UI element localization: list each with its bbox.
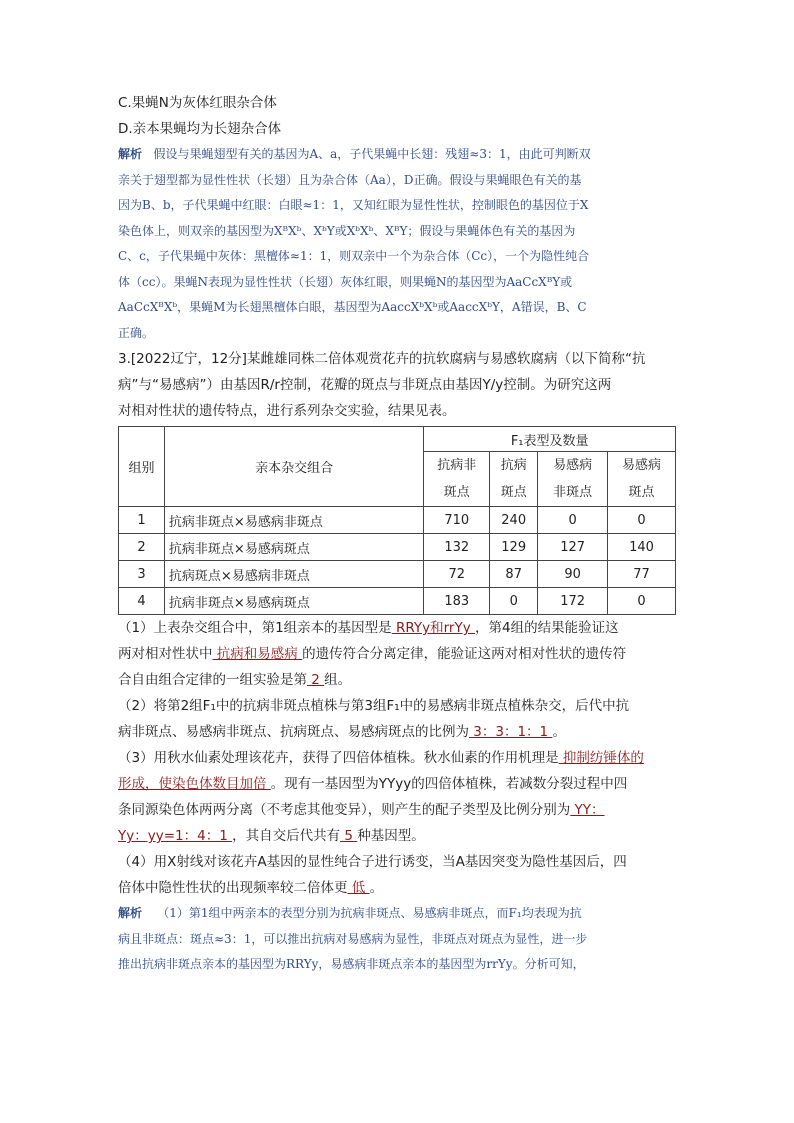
sub-question-2: （2）将第2组F₁中的抗病非斑点植株与第3组F₁中的易感病非斑点植株杂交，后代中抗 病非斑点、易感病非斑点、抗病斑点、易感病斑点的比例为 3：3：1：1 。	[118, 698, 630, 740]
option-c: C.果蝇N为灰体红眼杂合体	[118, 95, 277, 111]
value-cell: 0	[608, 588, 676, 615]
table-row	[119, 561, 676, 588]
question-line: 3.[2022辽宁，12分]某雌雄同株二倍体观赏花卉的抗软腐病与易感软腐病（以下简称“抗	[118, 351, 646, 367]
answer-blank: Yy：yy=1：4：1	[118, 828, 233, 844]
value-cell: 140	[608, 534, 676, 561]
header-phenotype: 易感病 非斑点	[538, 452, 608, 507]
header-phenotype: 抗病非 斑点	[424, 452, 490, 507]
table-row	[119, 534, 676, 561]
header-phenotype: 易感病 斑点	[608, 452, 676, 507]
value-cell: 183	[424, 588, 490, 615]
value-cell: 172	[538, 588, 608, 615]
sub-question-3: （3）用秋水仙素处理该花卉，获得了四倍体植株。秋水仙素的作用机理是 抑制纺锤体的 形成，使染色体数目加倍 。现有一基因型为YYyy的四倍体植株，若减数分裂过程中四 条同源染色体两两分离（不考虑其他变异），则产生的配子类型及比例分别为 YY： Yy：yy=1：4：1 ，其自交后代共有 5 种基因型。	[118, 750, 644, 844]
table-row	[119, 507, 676, 534]
header-f1: F₁表型及数量	[424, 427, 676, 452]
cross-cell: 抗病非斑点×易感病斑点	[164, 534, 423, 561]
group-cell: 1	[119, 507, 165, 534]
answer-blank: 低	[347, 880, 370, 896]
answer-blank: 抗病和易感病	[212, 646, 303, 662]
analysis-line: 体（cc）。果蝇N表现为显性性状（长翅）灰体红眼，则果蝇N的基因型为AaCcXᴮY或	[118, 274, 573, 289]
results-table	[118, 426, 676, 615]
option-d: D.亲本果蝇均为长翅杂合体	[118, 121, 282, 137]
cross-cell: 抗病斑点×易感病非斑点	[164, 561, 423, 588]
header-group: 组别	[119, 427, 165, 507]
answer-blank: 形成，使染色体数目加倍	[118, 776, 271, 792]
value-cell: 87	[490, 561, 538, 588]
analysis-line: 正确。	[118, 325, 155, 340]
analysis-line: 因为B、b，子代果蝇中红眼：白眼≈1：1，又知红眼为显性性状，控制眼色的基因位于X	[118, 198, 589, 212]
sub-question-1: （1）上表杂交组合中，第1组亲本的基因型是 RRYy和rrYy ，第4组的结果能验证这 两对相对性状中 抗病和易感病 的遗传符合分离定律，能验证这两对相对性状的遗传符 合自由组合定律的一组实验是第 2 组。	[118, 620, 627, 688]
answer-blank: 3：3：1：1	[469, 724, 553, 740]
analysis-block-1	[118, 142, 676, 346]
group-cell: 2	[119, 534, 165, 561]
value-cell: 0	[490, 588, 538, 615]
value-cell: 0	[538, 507, 608, 534]
group-cell: 4	[119, 588, 165, 615]
analysis-block-2	[118, 901, 676, 978]
value-cell: 129	[490, 534, 538, 561]
value-cell: 132	[424, 534, 490, 561]
value-cell: 710	[424, 507, 490, 534]
document-page	[118, 90, 676, 978]
value-cell: 72	[424, 561, 490, 588]
question-line: 对相对性状的遗传特点，进行系列杂交实验，结果见表。	[118, 403, 456, 419]
analysis-line: 病且非斑点：斑点≈3：1，可以推出抗病对易感病为显性，非斑点对斑点为显性，进一步	[118, 931, 588, 946]
answer-blank: RRYy和rrYy	[391, 620, 476, 636]
answer-blank: 2	[307, 672, 325, 688]
table-row	[119, 588, 676, 615]
value-cell: 90	[538, 561, 608, 588]
answer-blank: YY：	[570, 802, 605, 818]
header-parent-cross: 亲本杂交组合	[164, 427, 423, 507]
analysis-line: AaCcXᴮXᵇ，果蝇M为长翅黑檀体白眼，基因型为AaccXᵇXᵇ或AaccXᵇY，A错误，B、C	[118, 300, 587, 314]
header-phenotype: 抗病 斑点	[490, 452, 538, 507]
value-cell: 127	[538, 534, 608, 561]
group-cell: 3	[119, 561, 165, 588]
analysis-tag: 解析	[118, 906, 143, 920]
value-cell: 240	[490, 507, 538, 534]
question-3-stem	[118, 346, 676, 424]
question-line: 病”与“易感病”）由基因R/r控制，花瓣的斑点与非斑点由基因Y/y控制。为研究这两	[118, 377, 612, 393]
cross-cell: 抗病非斑点×易感病非斑点	[164, 507, 423, 534]
analysis-line: 推出抗病非斑点亲本的基因型为RRYy，易感病非斑点亲本的基因型为rrYy。分析可知，	[118, 957, 585, 971]
cross-cell: 抗病非斑点×易感病斑点	[164, 588, 423, 615]
value-cell: 77	[608, 561, 676, 588]
answer-blank: 5	[340, 828, 358, 844]
analysis-line: 假设与果蝇翅型有关的基因为A、a，子代果蝇中长翅：残翅≈3：1，由此可判断双	[153, 147, 591, 161]
answer-blank: 抑制纺锤体的	[558, 750, 644, 766]
analysis-line: C、c，子代果蝇中灰体：黑檀体≈1：1，则双亲中一个为杂合体（Cc），一个为隐性纯合	[118, 249, 590, 263]
analysis-line: （1）第1组中两亲本的表型分别为抗病非斑点、易感病非斑点，而F₁均表现为抗	[157, 906, 582, 920]
analysis-line: 染色体上，则双亲的基因型为XᴮXᵇ、XᵇY或XᵇXᵇ、XᴮY；假设与果蝇体色有关的基因为	[118, 223, 576, 238]
analysis-tag: 解析	[118, 147, 143, 161]
analysis-line: 亲关于翅型都为显性性状（长翅）且为杂合体（Aa），D正确。假设与果蝇眼色有关的基	[118, 172, 582, 187]
sub-question-4: （4）用X射线对该花卉A基因的显性纯合子进行诱变，当A基因突变为隐性基因后，四 倍体中隐性性状的出现频率较二倍体更 低 。	[118, 854, 627, 896]
value-cell: 0	[608, 507, 676, 534]
